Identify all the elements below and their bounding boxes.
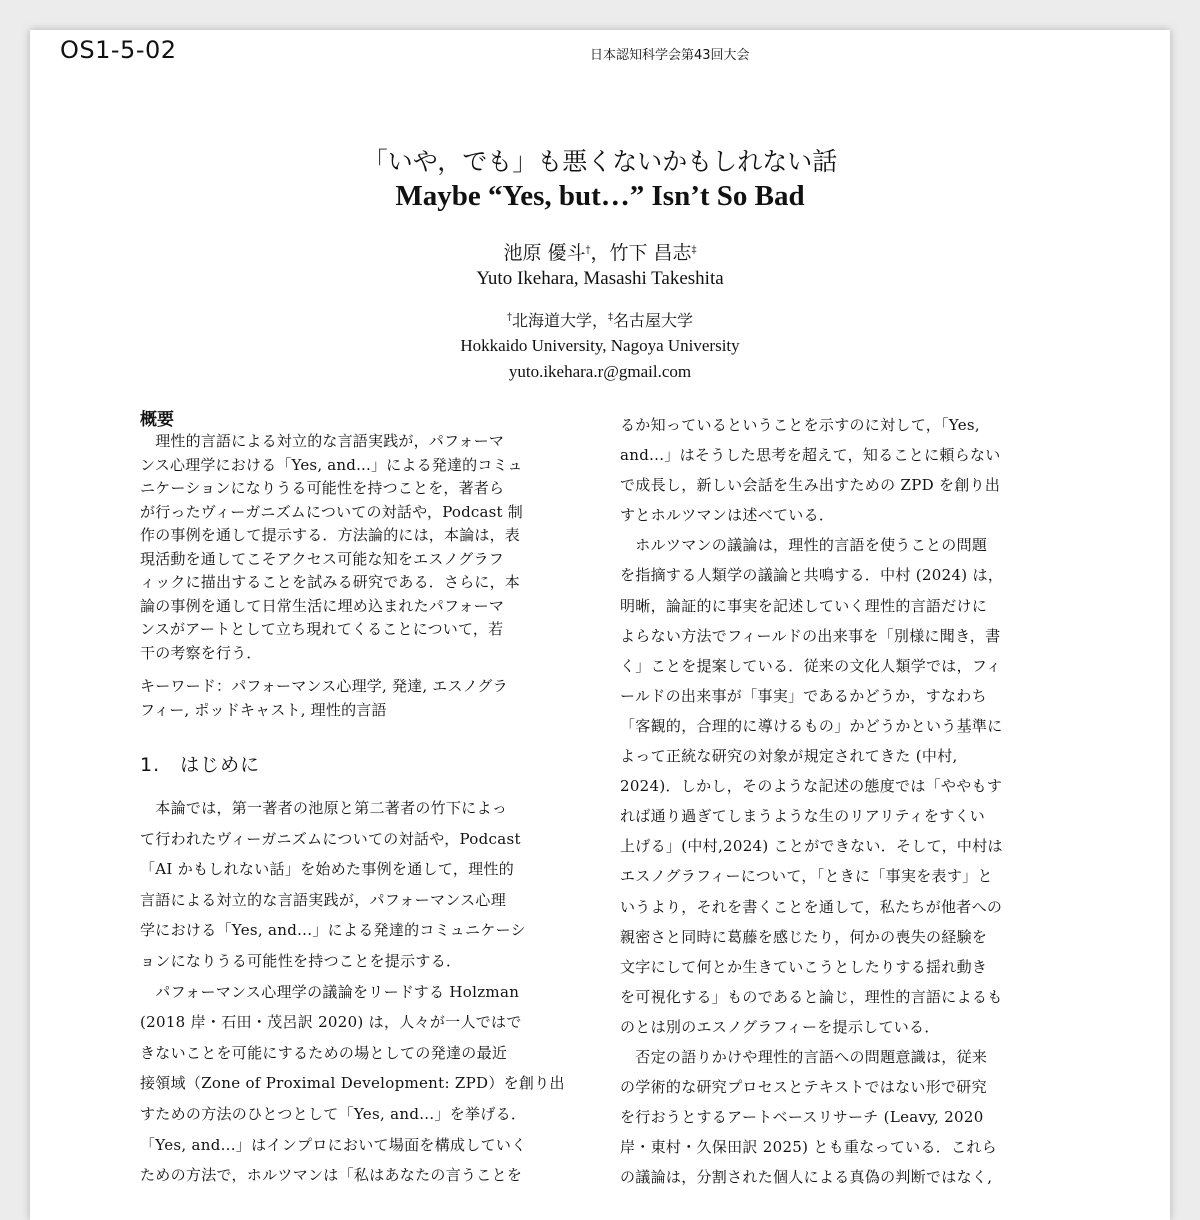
keywords [140,675,580,722]
abstract-heading: 概要 [140,410,174,430]
section-body [140,793,580,1191]
abstract-body [140,430,580,665]
body-line: and...」はそうした思考を超えて，知ることに頼らない [620,446,1001,465]
body-line: 「Yes, and...」はインプロにおいて場面を構成していく [140,1135,527,1154]
abstract-line: ィックに描出することを試みる研究である．さらに，本 [140,573,521,591]
author-email[interactable]: yuto.ikehara.r@gmail.com [508,362,692,381]
abstract-line: 干の考察を行う． [140,643,262,662]
abstract-line: 現活動を通してこそアクセス可能な知をエスノグラフ [140,549,504,568]
body-line: 「AI かもしれない話」を始めた事例を通して，理性的 [140,860,515,879]
keywords-line: キーワード：パフォーマンス心理学, 発達, エスノグラ [140,677,508,695]
section-heading: 1. はじめに [140,754,261,776]
body-line: で成長し，新しい会話を生み出すための ZPD を創り出 [620,476,1001,495]
author2-name: 竹下 昌志 [609,242,692,264]
left-column [140,410,580,1191]
author2-mark: ‡ [691,245,697,256]
keywords-line: フィー, ポッドキャスト, 理性的言語 [140,700,387,719]
body-line: ールドの出来事が「事実」であるかどうか，すなわち [620,686,987,705]
body-line: るか知っているということを示すのに対して，「Yes, [620,416,980,434]
body-line: 言語による対立的な言語実践が，パフォーマンス心理 [140,890,507,909]
body-line: の学術的な研究プロセスとテキストではない形で研究 [620,1078,987,1097]
body-line: を可視化する」ものであると論じ，理性的言語によるも [620,987,1003,1006]
affil2-name: 名古屋大学 [613,311,694,330]
body-line: いうより，それを書くことを通して，私たちが他者への [620,897,1003,916]
affil2-mark: ‡ [608,312,613,323]
body-line: ホルツマンの議論は，理性的言語を使うことの問題 [620,536,988,555]
body-line: きないことを可能にするための場としての発達の最近 [140,1043,508,1062]
body-line: を指摘する人類学の議論と共鳴する．中村 (2024) は， [620,566,1004,585]
abstract-line: 作の事例を通して提示する．方法論的には，本論は，表 [140,526,521,544]
author1-mark: † [585,245,591,256]
body-line: ための方法で，ホルツマンは「私はあなたの言うことを [140,1166,523,1185]
affil1-name: 北海道大学， [511,311,608,330]
affiliations-english: Hokkaido University, Nagoya University [460,336,740,355]
body-line: て行われたヴィーガニズムについての対話や，Podcast [140,829,521,848]
body-line: く」ことを提案している．従来の文化人類学では，フィ [620,656,1002,675]
body-line: よらない方法でフィールドの出来事を「別様に聞き，書 [620,626,1001,645]
body-line: パフォーマンス心理学の議論をリードする Holzman [140,982,520,1001]
abstract-line: が行ったヴィーガニズムについての対話や，Podcast 制 [140,502,523,521]
body-line: 親密さと同時に葛藤を感じたり，何かの喪失の経験を [620,927,988,946]
author-separator: ， [590,242,610,264]
authors-japanese [30,238,1170,265]
body-line: 明晰，論証的に事実を記述していく理性的言語だけに [620,596,988,615]
body-line: (2018 岸・石田・茂呂訳 2020) は，人々が一人ではで [140,1013,522,1032]
body-line: よって正統な研究の対象が規定されてきた (中村, [620,747,958,766]
title-english: Maybe “Yes, but…” Isn’t So Bad [395,180,805,212]
body-line: 学における「Yes, and...」による発達的コミュニケーシ [140,921,526,940]
conference-name: 日本認知科学会第43回大会 [590,48,750,63]
body-line: エスノグラフィーについて，「ときに「事実を表す」と [620,867,993,886]
body-line: ョンになりうる可能性を持つことを提示する． [140,951,462,970]
body-line: 本論では，第一著者の池原と第二著者の竹下によっ [140,799,508,817]
authors-english: Yuto Ikehara, Masashi Takeshita [476,268,724,289]
abstract-line: 理性的言語による対立的な言語実践が，パフォーマ [140,432,505,450]
body-line: を行おうとするアートベースリサーチ (Leavy, 2020 [620,1108,984,1127]
paper-page [30,30,1170,1220]
body-line: すための方法のひとつとして「Yes, and...」を挙げる． [140,1104,527,1123]
body-line: のとは別のエスノグラフィーを提示している． [620,1017,940,1036]
body-line: れば通り過ぎてしまうような生のリアリティをすくい [620,807,986,826]
body-line: 接領域（Zone of Proximal Development: ZPD）を創り出 [140,1074,565,1093]
body-line: 文字にして何とか生きていこうとしたりする揺れ動き [620,957,988,976]
body-line: 上げる」(中村,2024) ことができない．そして，中村は [620,837,1003,856]
affiliations-japanese [30,308,1170,331]
paper-id: OS1-5-02 [60,36,177,64]
title-japanese: 「いや，でも」も悪くないかもしれない話 [362,147,838,176]
abstract-line: ンス心理学における「Yes, and...」による発達的コミュ [140,455,523,474]
abstract-line: 論の事例を通して日常生活に埋め込まれたパフォーマ [140,596,505,615]
body-line: 否定の語りかけや理性的言語への問題意識は，従来 [620,1047,988,1066]
body-line: 2024)．しかし，そのような記述の態度では「ややもす [620,777,1003,796]
body-line: 「客観的，合理的に導けるもの」かどうかという基準に [620,716,1003,735]
author1-name: 池原 優斗 [503,242,586,264]
affil1-mark: † [506,312,512,323]
body-line: の議論は，分割された個人による真偽の判断ではなく, [620,1168,993,1187]
abstract-line: ニケーションになりうる可能性を持つことを，著者ら [140,479,505,497]
abstract-line: ンスがアートとして立ち現れてくることについて，若 [140,620,504,638]
right-column [620,410,1060,1192]
body-line: すとホルツマンは述べている． [620,506,835,525]
body-line: 岸・東村・久保田訳 2025) とも重なっている．これら [620,1138,997,1157]
